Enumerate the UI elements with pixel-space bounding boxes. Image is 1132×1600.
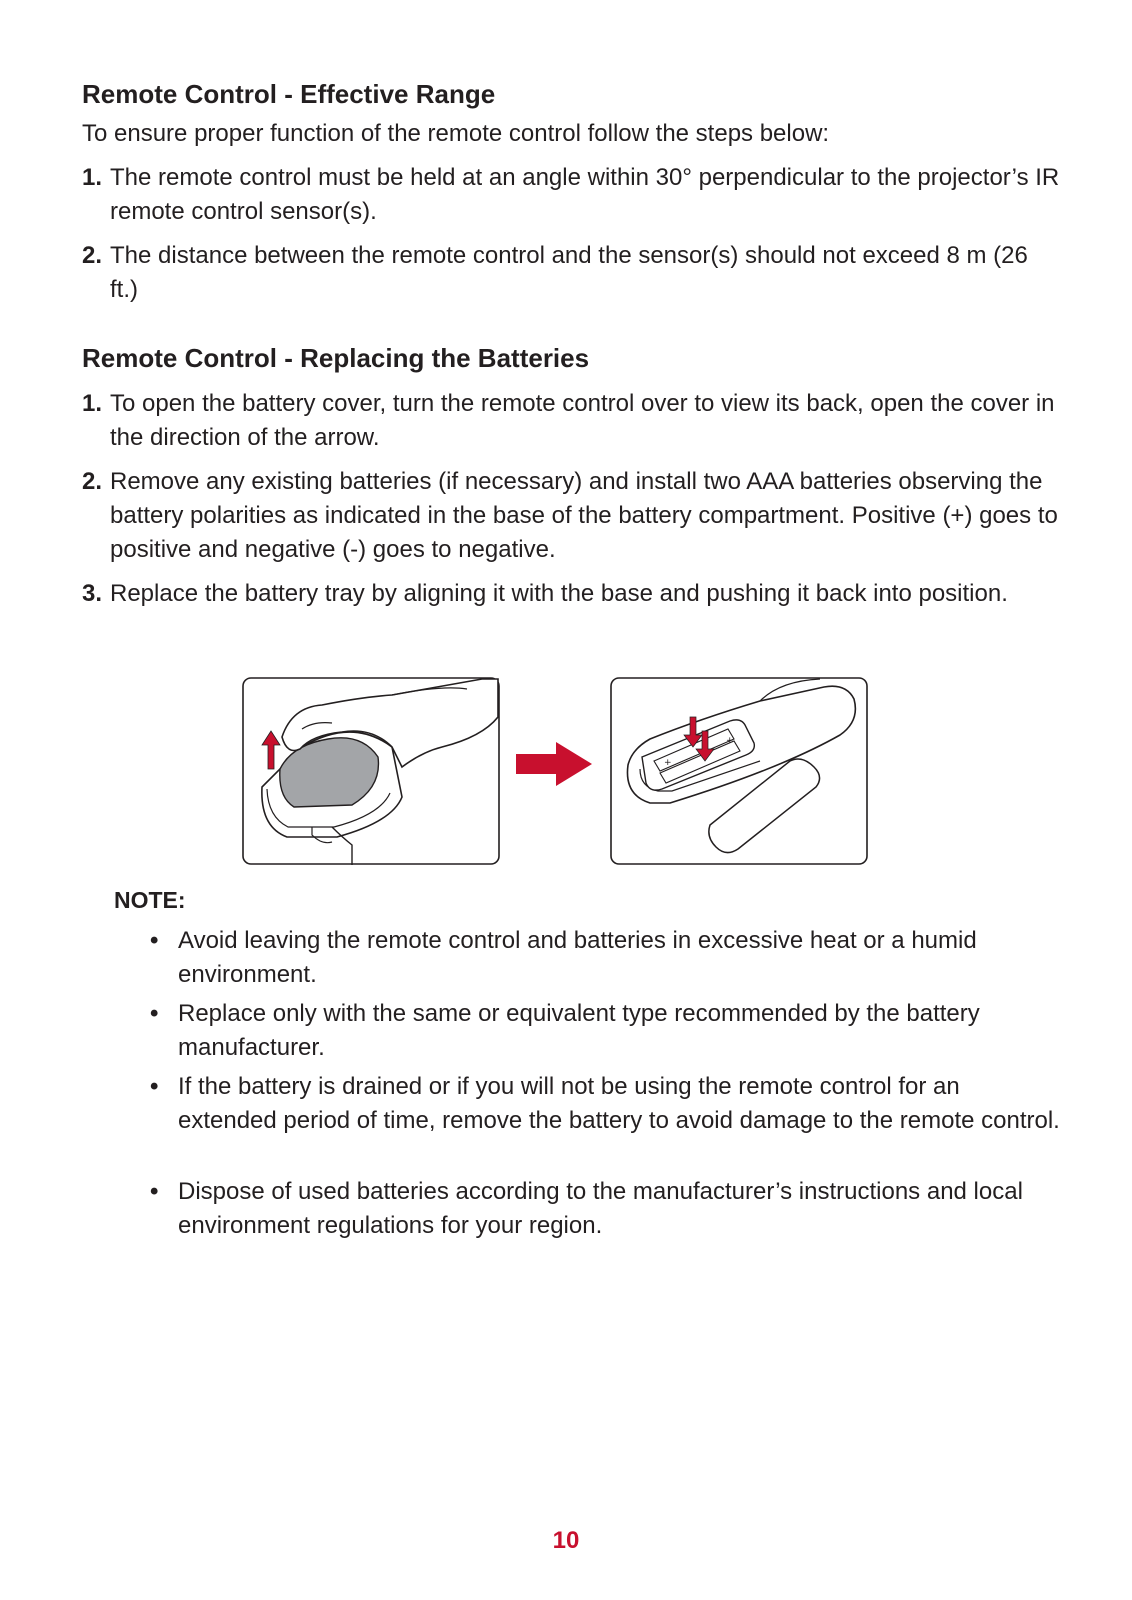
bullet-icon: • <box>150 1000 159 1027</box>
range-step-2 <box>82 239 1062 307</box>
note-item-text: Dispose of used batteries according to the manufacturer’s instructions and local environment regulations for your region. <box>178 1178 1023 1239</box>
battery-step-3 <box>82 577 1062 611</box>
battery-step-1 <box>82 387 1062 455</box>
step-number: 2. <box>82 468 103 495</box>
step-number: 3. <box>82 580 103 607</box>
step-text: Remove any existing batteries (if necessary) and install two AAA batteries observing the battery polarities as indicated in the base of the battery compartment. Positive (+) goes to positive and negative (-) goes to negative. <box>110 468 1058 563</box>
step-text: To open the battery cover, turn the remote control over to view its back, open the cover in the direction of the arrow. <box>110 390 1055 451</box>
polarity-mark: + <box>726 736 734 746</box>
bullet-icon: • <box>150 927 159 954</box>
arrow-right-icon <box>516 740 594 788</box>
note-item-3 <box>150 1070 1060 1138</box>
battery-step-2 <box>82 465 1062 567</box>
note-item-text: Avoid leaving the remote control and batteries in excessive heat or a humid environment. <box>178 927 977 988</box>
page-number: 10 <box>552 1527 580 1554</box>
bullet-icon: • <box>150 1073 159 1100</box>
step-text: Replace the battery tray by aligning it with the base and pushing it back into position. <box>110 580 1008 607</box>
polarity-mark: + <box>664 758 672 768</box>
step-number: 1. <box>82 390 103 417</box>
step-number: 1. <box>82 164 103 191</box>
remote-back-open-cover-illustration <box>242 677 500 865</box>
remote-batteries-inserted-illustration <box>610 677 868 865</box>
note-item-4 <box>150 1175 1060 1243</box>
note-item-1 <box>150 924 1060 992</box>
section-title-effective-range: Remote Control - Effective Range <box>82 79 496 109</box>
step-number: 2. <box>82 242 103 269</box>
note-title: NOTE: <box>114 887 186 913</box>
range-step-1 <box>82 161 1062 229</box>
section-title-replacing-batteries: Remote Control - Replacing the Batteries <box>82 343 590 373</box>
step-text: The remote control must be held at an angle within 30° perpendicular to the projector’s IR remote control sensor(s). <box>110 164 1060 225</box>
note-item-2 <box>150 997 1060 1065</box>
bullet-icon: • <box>150 1178 159 1205</box>
note-item-text: If the battery is drained or if you will not be using the remote control for an extended period of time, remove the battery to avoid damage to the remote control. <box>178 1073 1060 1134</box>
step-text: The distance between the remote control and the sensor(s) should not exceed 8 m (26 ft.) <box>110 242 1028 303</box>
note-item-text: Replace only with the same or equivalent type recommended by the battery manufacturer. <box>178 1000 980 1061</box>
intro-text: To ensure proper function of the remote control follow the steps below: <box>82 120 830 147</box>
